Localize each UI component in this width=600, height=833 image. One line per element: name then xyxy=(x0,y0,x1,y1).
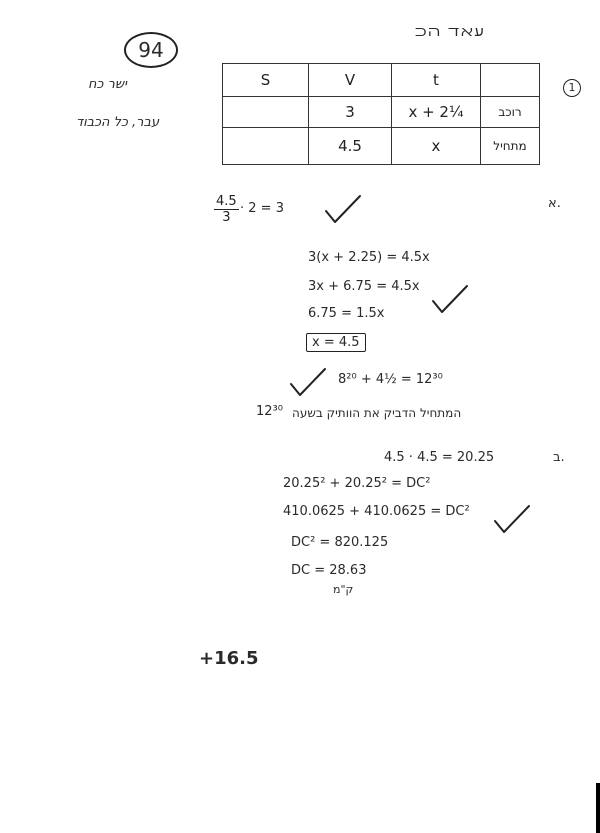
table-row xyxy=(223,128,540,165)
motion-table xyxy=(222,63,540,165)
table-row-label: מתחיל xyxy=(481,128,540,165)
fraction-numerator: 4.5 xyxy=(216,194,237,209)
equation-line: 3(x + 2.25) = 4.5x xyxy=(308,250,430,265)
header-cell-s: S xyxy=(223,64,309,97)
boxed-answer: x = 4.5 xyxy=(306,333,366,352)
equation-line: 410.0625 + 410.0625 = DC² xyxy=(283,504,470,519)
table-row xyxy=(223,97,540,128)
teacher-comment-2: עבר, כל הכבוד xyxy=(76,115,160,130)
teacher-comment-1: ישר כח xyxy=(88,77,127,92)
table-cell: 4.5 xyxy=(309,128,392,165)
table-header-row xyxy=(223,64,540,97)
answer-time-value: 12³⁰ xyxy=(256,404,283,419)
checkmark-icon xyxy=(430,283,470,317)
equation-line: DC² = 820.125 xyxy=(291,535,389,550)
table-cell xyxy=(223,128,309,165)
time-calculation: 8²⁰ + 4½ = 12³⁰ xyxy=(338,372,443,387)
equation-line: 20.25² + 20.25² = DC² xyxy=(283,476,431,491)
equation-line: DC = 28.63 xyxy=(291,563,367,578)
question-number: 1 xyxy=(563,79,581,97)
table-cell: 3 xyxy=(309,97,392,128)
total-score: +16.5 xyxy=(199,648,259,669)
unit-note: ק"מ xyxy=(333,583,354,596)
table-cell xyxy=(223,97,309,128)
section-a-label: א. xyxy=(548,196,561,211)
header-cell-t: t xyxy=(392,64,481,97)
fraction xyxy=(214,194,239,225)
header-cell-v: V xyxy=(309,64,392,97)
fraction-result: · 2 = 3 xyxy=(240,201,284,216)
checkmark-icon xyxy=(492,503,532,537)
section-b-label: ב. xyxy=(553,450,565,465)
equation-line: 6.75 = 1.5x xyxy=(308,306,385,321)
fraction-denominator: 3 xyxy=(222,210,231,225)
header-handwriting: ﬠﬡﬢ ﬣﬤ xyxy=(415,22,485,40)
header-cell-label xyxy=(481,64,540,97)
table-cell: x + 2¼ xyxy=(392,97,481,128)
table-row-label: רוכב xyxy=(481,97,540,128)
table-cell: x xyxy=(392,128,481,165)
equation-line: 3x + 6.75 = 4.5x xyxy=(308,279,420,294)
equation-line: 4.5 · 4.5 = 20.25 xyxy=(384,450,495,465)
answer-sentence: המתחיל הדביק את הוותיק בשעה xyxy=(292,406,462,420)
checkmark-icon xyxy=(288,366,328,400)
checkmark-icon xyxy=(323,193,363,227)
grade-circle: 94 xyxy=(124,32,178,68)
scan-edge xyxy=(596,783,600,833)
